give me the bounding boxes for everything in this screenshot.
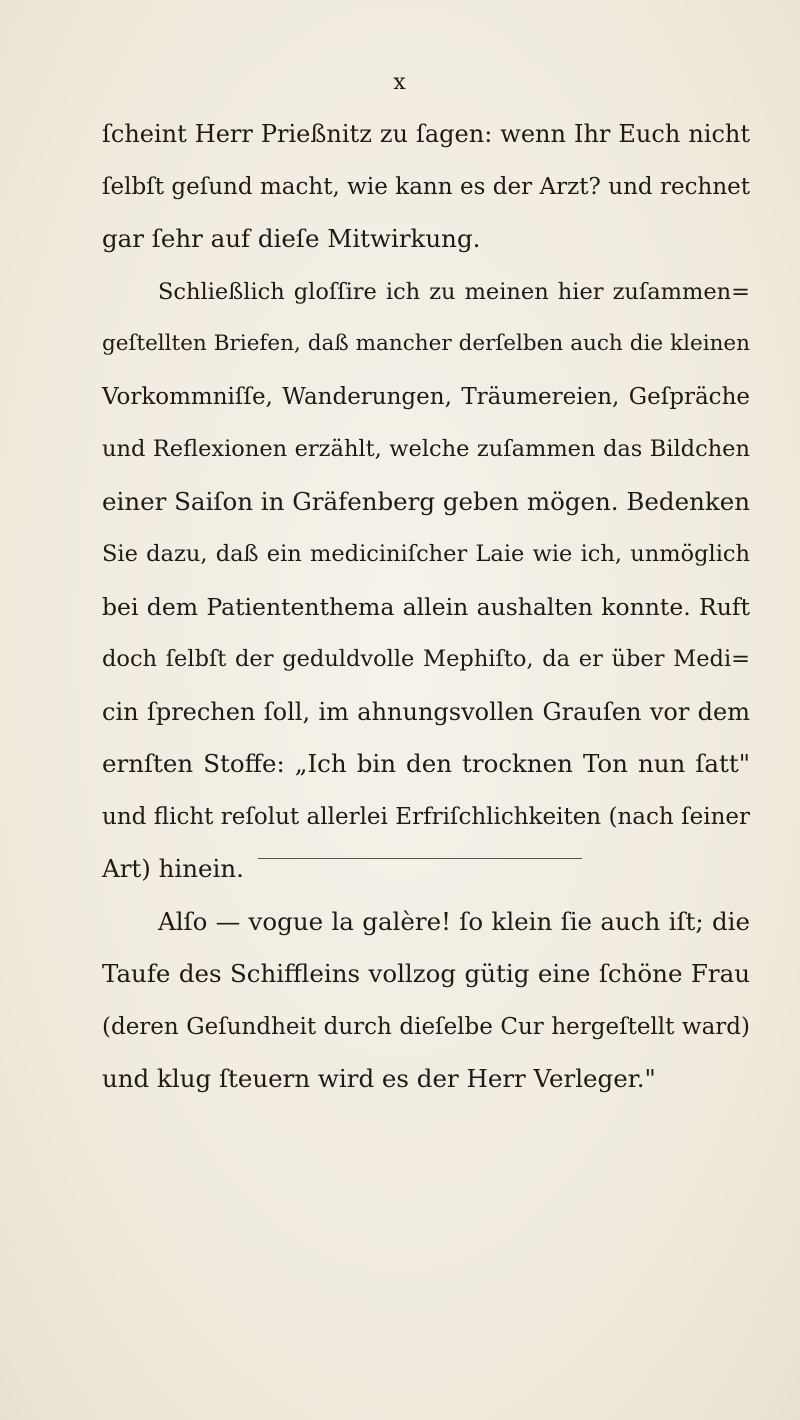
text-line: Vorkommniſſe, Wanderungen, Träumereien, Geſpräche: [102, 383, 750, 410]
body-text: [102, 108, 750, 1106]
text-line: geſtellten Briefen, daß mancher derſelben auch die kleinen: [102, 331, 750, 356]
text-line: einer Saiſon in Gräfenberg geben mögen. Bedenken: [102, 486, 750, 516]
text-line: Sie dazu, daß ein mediciniſcher Laie wie ich, unmöglich: [102, 541, 750, 567]
text-line: cin ſprechen ſoll, im ahnungsvollen Grauſen vor dem: [102, 697, 750, 726]
section-divider: [258, 858, 582, 859]
text-line: ſcheint Herr Prießnitz zu ſagen: wenn Ihr Euch nicht: [102, 120, 750, 148]
text-line: Art) hinein.: [102, 854, 244, 883]
text-line: bei dem Patiententhema allein aushalten konnte. Ruft: [102, 592, 750, 621]
text-line: doch ſelbſt der geduldvolle Mephiſto, da er über Medi=: [102, 646, 750, 672]
text-line: und flicht reſolut allerlei Erfriſchlichkeiten (nach ſeiner: [102, 803, 750, 830]
text-line: und klug ſteuern wird es der Herr Verleger.": [102, 1064, 656, 1093]
text-line: und Reflexionen erzählt, welche zuſammen das Bildchen: [102, 436, 750, 462]
text-line: ſelbſt geſund macht, wie kann es der Arzt? und rechnet: [102, 173, 750, 200]
text-line: ernſten Stoffe: „Ich bin den trocknen Ton nun ſatt": [102, 749, 750, 778]
text-line: Schließlich gloſſire ich zu meinen hier zuſammen=: [158, 278, 750, 305]
page-number: x: [393, 70, 407, 95]
text-line: gar ſehr auf dieſe Mitwirkung.: [102, 224, 481, 253]
text-line: (deren Geſundheit durch dieſelbe Cur hergeſtellt ward): [102, 1013, 750, 1040]
text-line: Taufe des Schiffleins vollzog gütig eine ſchöne Frau: [102, 959, 750, 988]
text-line: Alſo — vogue la galère! ſo klein ſie auch iſt; die: [158, 906, 750, 936]
